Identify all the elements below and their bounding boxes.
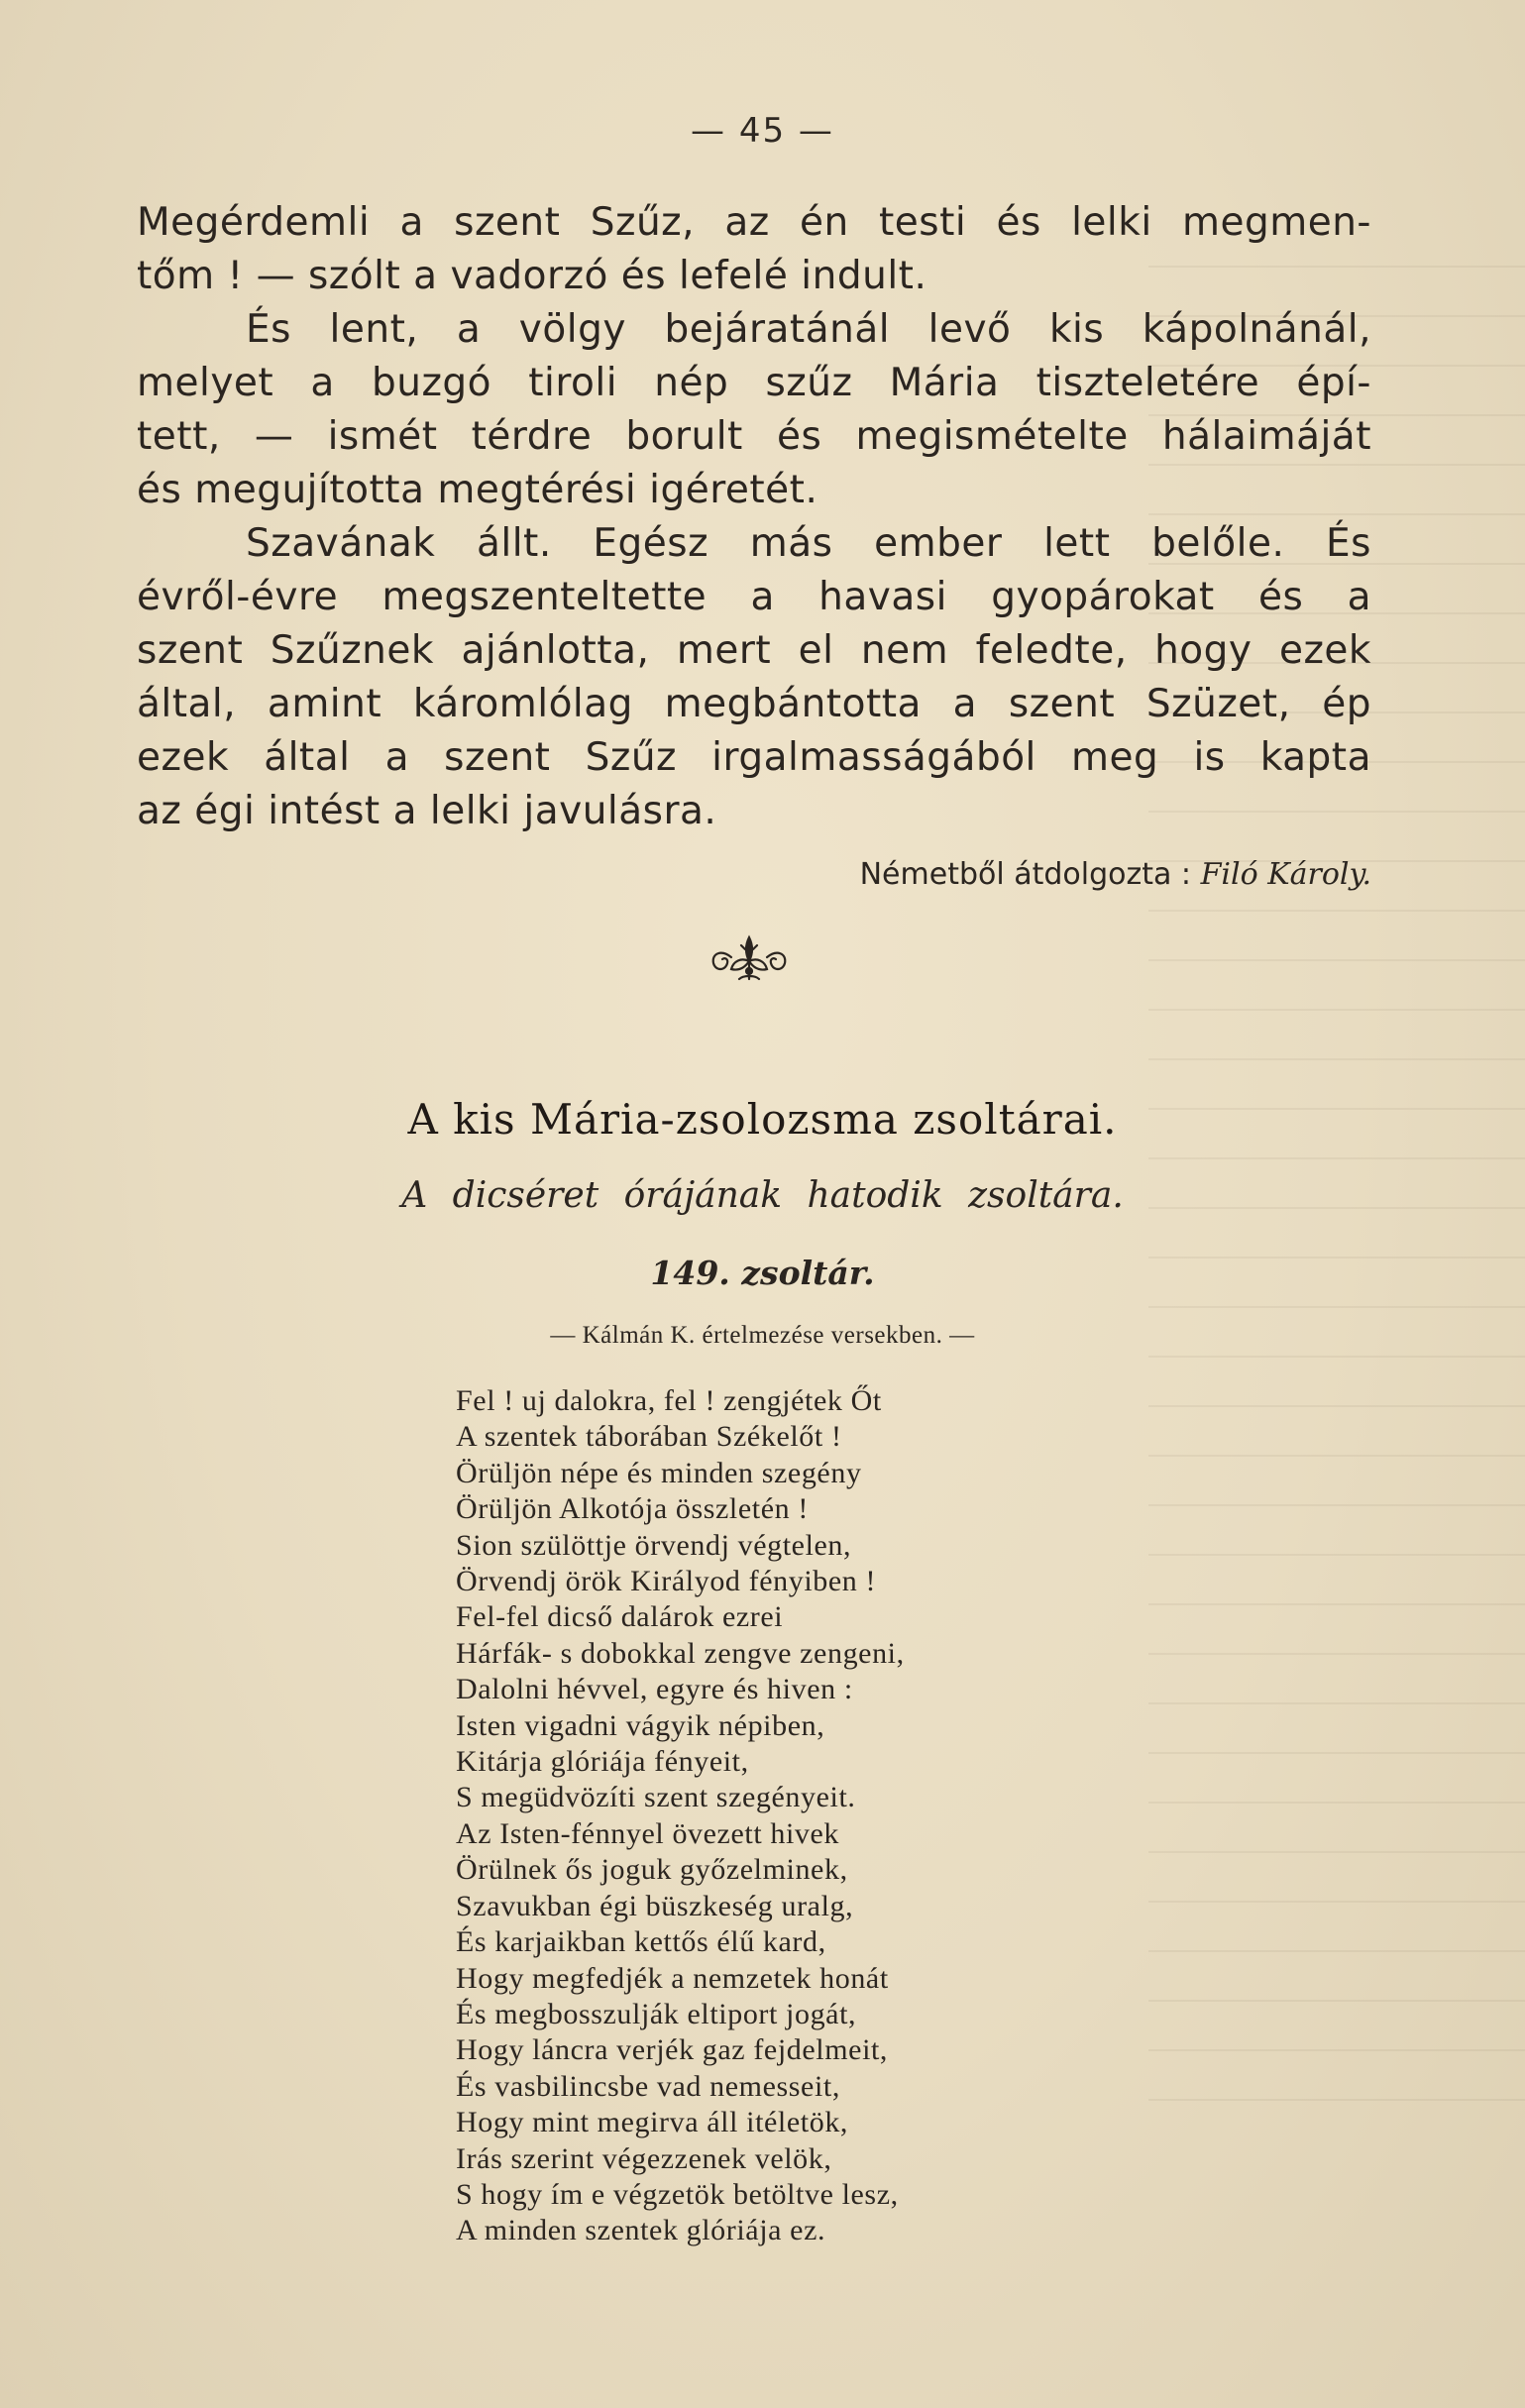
- poem-line: És vasbilincsbe vad nemesseit,: [456, 2069, 840, 2103]
- prose-line: És lent, a völgy bejáratánál levő kis kápolnánál,: [246, 307, 1371, 352]
- attribution: [860, 857, 1371, 892]
- floral-vignette-icon: [702, 931, 797, 987]
- prose-line: tett, — ismét térdre borult és megismételte hálaimáját: [137, 414, 1371, 459]
- section-title: A kis Mária-zsolozsma zsoltárai.: [407, 1095, 1118, 1144]
- prose-line: ezek által a szent Szűz irgalmasságából meg is kapta: [137, 735, 1371, 780]
- poem-line: Fel-fel dicső dalárok ezrei: [456, 1600, 784, 1634]
- poem-line: A minden szentek glóriája ez.: [456, 2214, 826, 2247]
- prose-line: tőm ! — szólt a vadorzó és lefelé indult.: [137, 254, 927, 298]
- attribution-prefix: Németből átdolgozta :: [859, 857, 1192, 892]
- poem-line: Dalolni hévvel, egyre és hiven :: [456, 1673, 853, 1706]
- section-subtitle: A dicséret órájának hatodik zsoltára.: [401, 1175, 1124, 1216]
- poem-line: Szavukban égi büszkeség uralg,: [456, 1889, 854, 1922]
- poem-line: S megüdvözíti szent szegényeit.: [456, 1781, 856, 1814]
- poem-line: S hogy ím e végzetök betöltve lesz,: [456, 2177, 899, 2211]
- prose-line: melyet a buzgó tiroli nép szűz Mária tiszteletére épí-: [137, 361, 1371, 405]
- translator-note: — Kálmán K. értelmezése versekben. —: [550, 1322, 975, 1349]
- attribution-author: Filó Károly.: [1200, 857, 1371, 892]
- poem-line: Örüljön Alkotója összletén !: [456, 1492, 809, 1526]
- poem-line: Az Isten-fénnyel övezett hivek: [456, 1816, 840, 1850]
- poem-line: Hárfák- s dobokkal zengve zengeni,: [456, 1636, 905, 1670]
- poem-line: Hogy láncra verjék gaz fejdelmeit,: [456, 2033, 889, 2067]
- prose-line: által, amint káromlólag megbántotta a szent Szüzet, ép: [137, 682, 1371, 726]
- prose-line: az égi intést a lelki javulásra.: [137, 789, 717, 833]
- poem-line: Örvendj örök Királyod fényiben !: [456, 1565, 877, 1598]
- poem-line: És megbosszulják eltiport jogát,: [456, 1997, 857, 2030]
- poem-line: Hogy mint megirva áll itéletök,: [456, 2106, 849, 2139]
- poem-line: Kitárja glóriája fényeit,: [456, 1745, 749, 1779]
- poem-line: Sion szülöttje örvendj végtelen,: [456, 1528, 852, 1562]
- poem-line: Hogy megfedjék a nemzetek honát: [456, 1961, 889, 1995]
- prose-line: évről-évre megszenteltette a havasi gyopárokat és a: [137, 575, 1371, 619]
- page-number: — 45 —: [691, 111, 834, 151]
- psalm-number: 149. zsoltár.: [650, 1254, 875, 1292]
- poem-line: És karjaikban kettős élű kard,: [456, 1925, 826, 1959]
- prose-line: Szavának állt. Egész más ember lett belőle. És: [246, 521, 1371, 566]
- poem: [456, 1383, 905, 2249]
- prose-line: és megujította megtérési igéretét.: [137, 468, 818, 512]
- prose-line: Megérdemli a szent Szűz, az én testi és lelki megmen-: [137, 200, 1371, 245]
- prose-paragraph: [137, 196, 1371, 838]
- poem-line: Fel ! uj dalokra, fel ! zengjétek Őt: [456, 1384, 882, 1417]
- poem-line: Isten vigadni vágyik népiben,: [456, 1708, 825, 1742]
- poem-line: Örülnek ős joguk győzelminek,: [456, 1853, 848, 1887]
- poem-line: Irás szerint végezzenek velök,: [456, 2141, 832, 2175]
- poem-line: A szentek táborában Székelőt !: [456, 1420, 842, 1454]
- poem-line: Örüljön népe és minden szegény: [456, 1456, 862, 1489]
- prose-line: szent Szűznek ajánlotta, mert el nem feledte, hogy ezek: [137, 628, 1371, 673]
